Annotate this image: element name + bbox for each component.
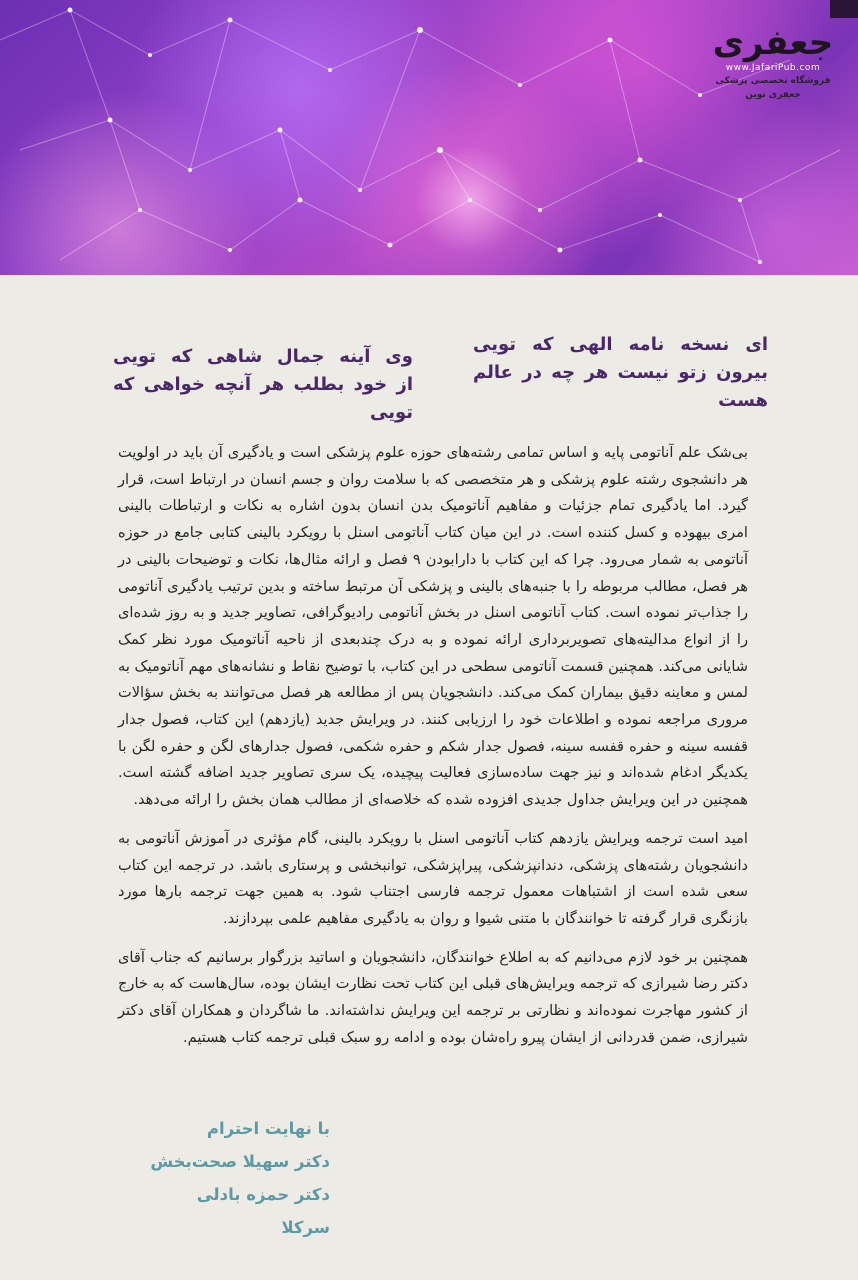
bleed-through-text	[60, 300, 64, 319]
signature-name: دکتر سهیلا صحت‌بخش	[150, 1152, 330, 1171]
poem-line: از خود بطلب هر آنچه خواهی که تویی	[113, 374, 413, 423]
signature-name: دکتر حمزه بادلی سرکلا	[196, 1185, 330, 1237]
paragraph: بی‌شک علم آناتومی پایه و اساس تمامی رشته‌های حوزه علوم پزشکی است و یادگیری آن باید در اولویت هر دانشجوی رشته علوم پزشکی و هر متخصصی که با سلامت روان و جسم انسان در ارتباط است، قرار گیرد. اما یادگیری تمام جزئیات و مفاهیم آناتومیک بدن انسان بدون اشاره به نکات و ارتباطات بالینی امری بیهوده و کسل کننده است. در این میان کتاب آناتومی اسنل با رویکرد بالینی کتابی جامع در حوزه آناتومی به شمار می‌رود. چرا که این کتاب با دارابودن ۹ فصل و ارائه مثال‌ها، نکات و توضیحات بالینی در هر فصل، مطالب مربوطه را با جنبه‌های بالینی و پزشکی آن مرتبط ساخته و بدین ترتیب یادگیری آناتومی را جذاب‌تر نموده است. کتاب آناتومی اسنل در بخش آناتومی رادیوگرافی، تصاویر جدید و به روز شده‌ای را از انواع مدالیته‌های تصویربرداری ارائه نموده و به درک چندبعدی از ناحیه آناتومیک مورد نظر کمک شایانی می‌کند. همچنین قسمت آناتومی سطحی در این کتاب، با توضیح نقاط و نشانه‌های مهم آناتومیک به لمس و معاینه دقیق بیماران کمک می‌کند. دانشجویان پس از مطالعه هر فصل می‌توانند به بخش سؤالات مروری مراجعه نموده و اطلاعات خود را ارزیابی کنند. در ویرایش جدید (یازدهم) این کتاب، فصول جدار قفسه سینه و حفره قفسه سینه، فصول جدار شکم و حفره شکمی، فصول جدارهای لگن و حفره لگن با یکدیگر ادغام شده‌اند و نیز جهت ساده‌سازی فعالیت پیچیده، یک سری تصاویر جدید اضافه گشته است. همچنین در این ویرایش جداول جدیدی افزوده شده که خلاصه‌ای از مطالب همان بخش را ارائه می‌دهد.	[118, 444, 748, 809]
logo-url: www.JafariPub.com	[725, 63, 821, 73]
corner-shadow	[830, 0, 858, 18]
publisher-logo	[698, 24, 848, 104]
poem-right-couplet	[473, 331, 768, 415]
header-banner	[0, 0, 858, 275]
paragraph: امید است ترجمه ویرایش یازدهم کتاب آناتومی اسنل با رویکرد بالینی، گام مؤثری در آموزش آناتومی به دانشجویان رشته‌های پزشکی، دندانپزشکی، پیراپزشکی، توانبخشی و پرستاری باشد. در ترجمه این کتاب سعی شده است از اشتباهات معمول ترجمه فارسی اجتناب شود. به همین جهت ترجمه بارها مورد بازنگری قرار گرفته تا خوانندگان با متنی شیوا و روان به یادگیری مفاهیم علمی بپردازند.	[118, 829, 748, 927]
preface-body	[118, 440, 748, 1051]
poem-line: وی آینه جمال شاهی که تویی	[113, 346, 413, 367]
poem-left-couplet	[113, 343, 413, 427]
logo-mark: جعفری	[712, 23, 834, 63]
logo-caption: فروشگاه تخصصی پزشکی جعفری نوین	[715, 76, 831, 100]
signature-block	[150, 1112, 330, 1244]
poem-line: بیرون زتو نیست هر چه در عالم هست	[473, 362, 768, 411]
paragraph: همچنین بر خود لازم می‌دانیم که به اطلاع خوانندگان، دانشجویان و اساتید بزرگوار برسانیم که جناب آقای دکتر رضا شیرازی که ترجمه ویرایش‌های قبلی این کتاب تحت نظارت ایشان بوده، سال‌هاست که به خارج از کشور مهاجرت نموده‌اند و نظارتی بر ترجمه این ویرایش نداشته‌اند. ما شاگردان و همکاران آقای دکتر شیرازی، ضمن قدردانی از ایشان پیرو راه‌شان بوده و ادامه رو سبک قبلی ترجمه کتاب هستیم.	[118, 948, 748, 1046]
poem-line: ای نسخه نامه الهی که تویی	[473, 334, 768, 355]
signature-closing: با نهایت احترام	[206, 1119, 330, 1138]
